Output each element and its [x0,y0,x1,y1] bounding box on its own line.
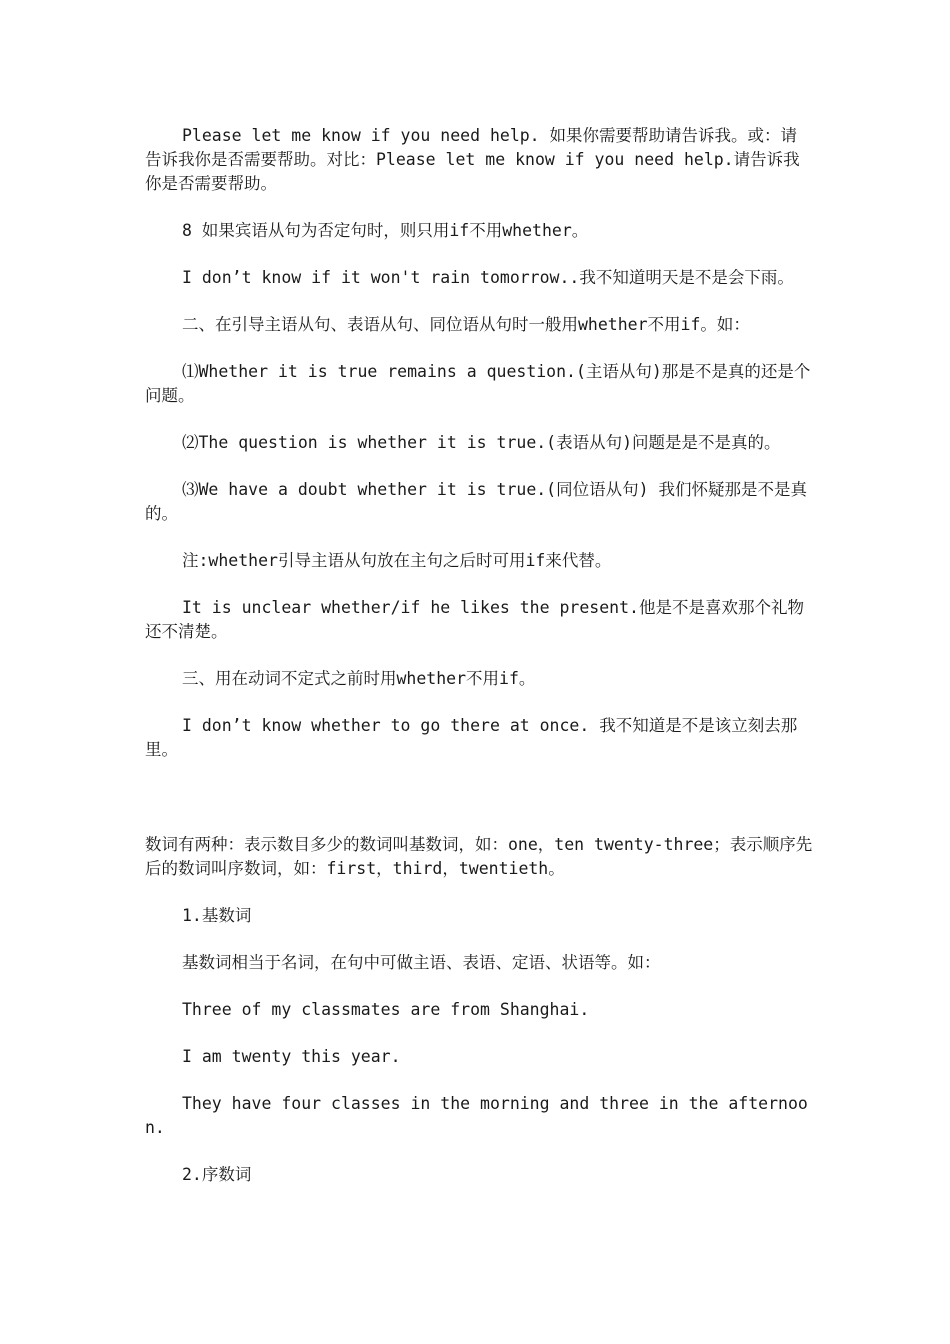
section-heading: 二、在引导主语从句、表语从句、同位语从句时一般用whether不用if。如： [182,315,750,334]
subheading: 2.序数词 [182,1165,252,1184]
example-paragraph: ⑶We have a doubt whether it is true.(同位语从句) 我们怀疑那是不是真的。 [145,480,807,523]
subheading: 1.基数词 [182,906,252,925]
paragraph: 基数词相当于名词，在句中可做主语、表语、定语、状语等。如： [182,953,661,972]
intro-paragraph: 数词有两种：表示数目多少的数词叫基数词，如：one，ten twenty-three；表示顺序先后的数词叫序数词，如：first，third，twentieth。 [145,835,813,878]
example-sentence: They have four classes in the morning and three in the afternoon. [145,1094,808,1137]
paragraph: Please let me know if you need help. 如果你需要帮助请告诉我。或：请告诉我你是否需要帮助。对比：Please let me know if you need help.请告诉我你是否需要帮助。 [145,126,800,193]
example-paragraph: ⑵The question is whether it is true.(表语从句)问题是是不是真的。 [182,433,781,452]
paragraph: I don’t know if it won't rain tomorrow..我不知道明天是不是会下雨。 [182,268,794,287]
section-spacer [145,785,813,833]
paragraph: 8 如果宾语从句为否定句时，则只用if不用whether。 [182,221,589,240]
document-page [145,124,813,1210]
example-sentence: I am twenty this year. [182,1047,401,1066]
example-paragraph: ⑴Whether it is true remains a question.(主语从句)那是不是真的还是个问题。 [145,362,811,405]
example-paragraph: I don’t know whether to go there at once. 我不知道是不是该立刻去那里。 [145,716,798,759]
example-paragraph: It is unclear whether/if he likes the present.他是不是喜欢那个礼物还不清楚。 [145,598,804,641]
section-heading: 三、用在动词不定式之前时用whether不用if。 [182,669,536,688]
example-sentence: Three of my classmates are from Shanghai. [182,1000,590,1019]
note-paragraph: 注:whether引导主语从句放在主句之后时可用if来代替。 [182,551,612,570]
